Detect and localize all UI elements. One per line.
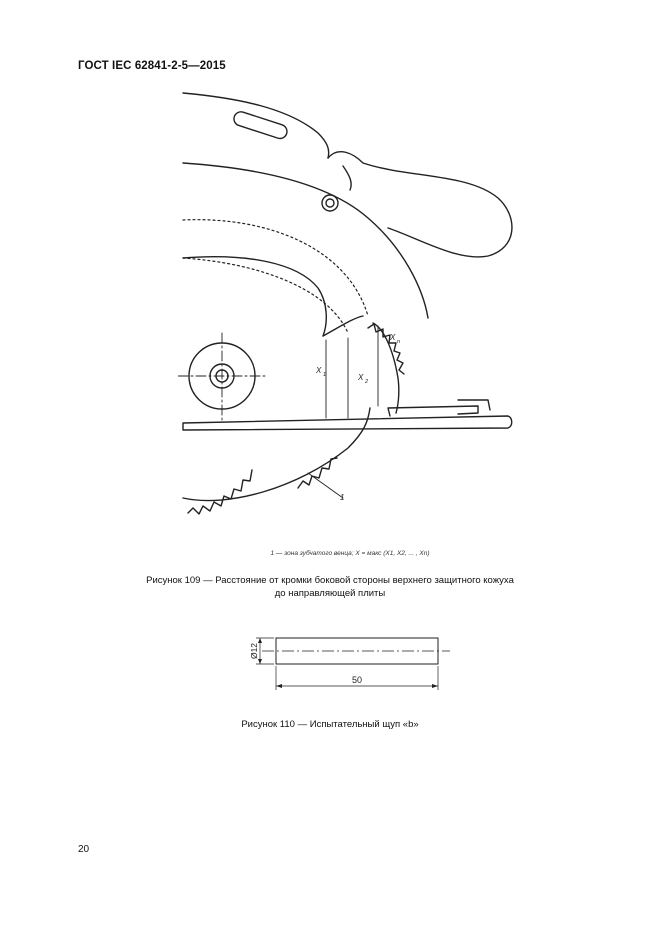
document-header: ГОСТ IEC 62841-2-5—2015 [78,60,226,72]
guard-knob [322,195,338,211]
handle-slot [232,110,289,140]
page-number: 20 [78,844,90,855]
figure-109-saw-drawing [178,88,528,548]
figure-109-caption-line2: до направляющей плиты [274,588,386,599]
handle-grip [328,152,512,257]
label-x2-sub: 2 [365,379,369,385]
figure-110-probe-drawing [236,630,456,700]
label-xn: X [390,333,396,342]
label-x1-sub: 1 [323,372,327,378]
figure-109-caption [80,574,580,600]
figure-110-caption: Рисунок 110 — Испытательный щуп «b» [241,719,419,730]
length-label: 50 [351,675,363,685]
handle-top-outline [183,93,329,158]
blade-dotted-periphery [183,220,368,316]
label-x2: X [358,373,364,382]
figure-109-caption-line1: Рисунок 109 — Расстояние от кромки боковой стороны верхнего защитного кожуха [146,575,514,586]
base-plate [183,416,512,430]
diameter-label: Ø12 [249,642,259,660]
label-x1: X [316,366,322,375]
upper-guard-outline [183,163,428,318]
label-xn-sub: n [397,339,401,345]
figure-109-legend: 1 — зона зубчатого венца; X = макс (X1, X2, ... , Xn) [270,550,430,557]
label-zone-1: 1 [340,493,345,502]
